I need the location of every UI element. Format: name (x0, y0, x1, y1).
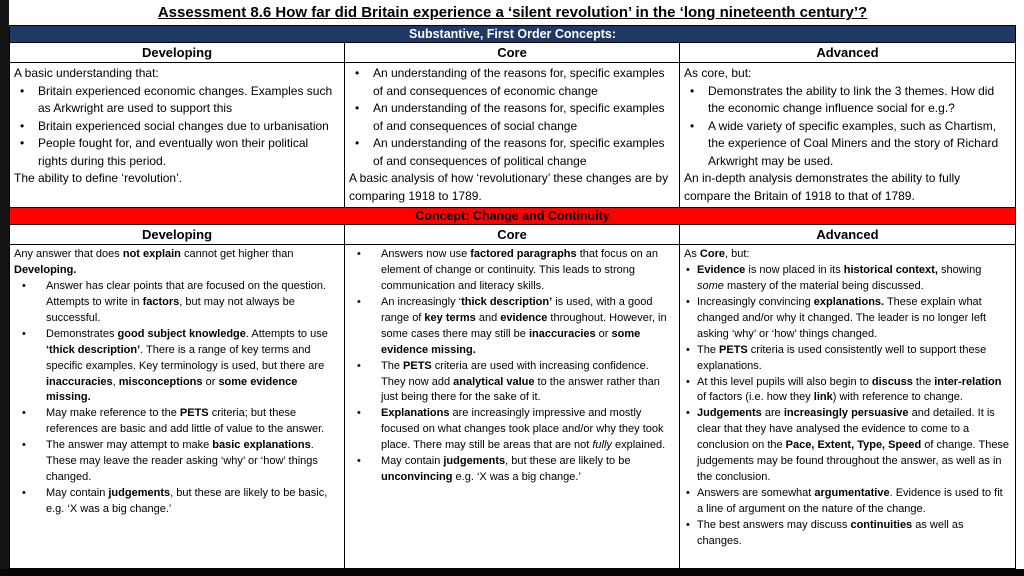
bullet-item (14, 406, 339, 438)
bullet-item (349, 100, 674, 135)
bullet-icon: • (20, 136, 25, 151)
bullet-text: A wide variety of specific examples, such as Chartism, the experience of Coal Miners and the story of Richard Arkwright may be used. (708, 118, 999, 168)
column-header-concept-core: Core (345, 225, 680, 244)
paragraph: An in-depth analysis demonstrates the ability to fully compare the Britain of 1918 to that of 1789. (684, 171, 961, 203)
bullet-text: The PETS criteria is used consistently well to support these explanations. (697, 343, 987, 372)
bullet-item (14, 83, 339, 118)
bullet-icon: • (355, 136, 360, 151)
bullet-icon: • (357, 407, 361, 420)
bullet-item (14, 279, 339, 327)
column-header-concept-developing: Developing (10, 225, 345, 244)
bullet-text: People fought for, and eventually won their political rights during this period. (38, 136, 309, 168)
bullet-icon: • (20, 118, 25, 133)
bullet-icon: • (357, 248, 361, 260)
column-header-substantive-developing: Developing (10, 43, 345, 62)
bullet-icon: • (355, 66, 360, 80)
bullet-text: Explanations are increasingly impressive and mostly focused on what changes took place and/or why they took place. There may still be areas that are not fully explained. (381, 407, 666, 452)
bullet-item (14, 135, 339, 170)
slide-edge-left (0, 0, 9, 576)
bullet-text: May contain judgements, but these are likely to be basic, e.g. ‘X was a big change.’ (46, 487, 328, 515)
bullet-icon: • (686, 343, 690, 356)
bullet-text: An understanding of the reasons for, specific examples of and consequences of social change (373, 101, 665, 133)
bullet-text: The PETS criteria are used with increasing confidence. They now add analytical value to the answer rather than just being there for the sake of it. (381, 359, 660, 404)
paragraph: The ability to define ‘revolution’. (14, 171, 183, 186)
rubric-cell-substantive-developing (10, 63, 345, 207)
bullet-icon: • (355, 101, 360, 116)
paragraph: As Core, but: (684, 248, 750, 260)
bullet-item (684, 83, 1010, 118)
bullet-item (684, 518, 1010, 550)
slide-edge-bottom (0, 569, 1024, 576)
bullet-item (349, 454, 674, 486)
bullet-text: At this level pupils will also begin to discuss the inter-relation of factors (i.e. how they link) with reference to change. (697, 375, 1002, 404)
bullet-item (684, 263, 1010, 295)
bullet-text: The answer may attempt to make basic explanations. These may leave the reader asking ‘why’ or ‘how’ things changed. (46, 439, 318, 484)
bullet-item (684, 118, 1010, 171)
column-header-row-concept (10, 225, 1015, 245)
bullet-text: Answers now use factored paragraphs that focus on an element of change or continuity. This leads to strong communication and literacy skills. (381, 248, 658, 292)
bullet-item (14, 118, 339, 136)
bullet-icon: • (686, 518, 690, 531)
bullet-text: Increasingly convincing explanations. These explain what changed and/or why it changed. The leader is no longer left asking ‘why’ or ‘how’ things changed. (697, 295, 987, 340)
bullet-icon: • (686, 295, 690, 308)
bullet-item (349, 135, 674, 170)
bullet-item (349, 359, 674, 407)
bullet-text: Judgements are increasingly persuasive and detailed. It is clear that they have analysed the evidence to come to a conclusion on the Pace, Extent, Type, Speed of change. These judgements may be found throughout the answer, as well as in the conclusion. (697, 407, 1010, 484)
section-banner-concept: Concept: Change and Continuity (10, 208, 1015, 225)
rubric-body-row-concept (10, 245, 1015, 569)
bullet-item (684, 406, 1010, 486)
bullet-icon: • (22, 407, 26, 420)
paragraph: Any answer that does not explain cannot get higher than Developing. (14, 248, 294, 276)
bullet-text: Demonstrates good subject knowledge. Attempts to use ‘thick description’. There is a range of key terms and specific examples. Key terminology is used, but there are inaccuracies, misconceptions or some evidence missing. (46, 327, 328, 404)
bullet-text: May make reference to the PETS criteria; but these references are basic and add little of value to the answer. (46, 407, 325, 436)
bullet-text: An understanding of the reasons for, specific examples of and consequences of political change (373, 136, 665, 168)
column-header-substantive-advanced: Advanced (816, 45, 879, 60)
page-title: Assessment 8.6 How far did Britain experience a ‘silent revolution’ in the ‘long nineteenth century’? (157, 4, 868, 21)
bullet-icon: • (22, 487, 26, 500)
bullet-icon: • (686, 487, 690, 500)
column-header-concept-advanced: Advanced (816, 227, 879, 242)
bullet-icon: • (357, 295, 361, 308)
bullet-item (14, 327, 339, 407)
rubric-cell-concept-core (345, 245, 680, 568)
bullet-text: Answer has clear points that are focused on the question. Attempts to write in factors, but may not always be successful. (46, 279, 327, 324)
rubric-cell-substantive-core (345, 63, 680, 207)
bullet-item (14, 486, 339, 518)
paragraph: A basic analysis of how ‘revolutionary’ these changes are by comparing 1918 to 1789. (349, 171, 669, 203)
bullet-icon: • (686, 263, 690, 276)
bullet-icon: • (690, 118, 695, 133)
bullet-icon: • (357, 359, 361, 372)
bullet-item (349, 65, 674, 100)
bullet-text: An understanding of the reasons for, specific examples of and consequences of economic change (373, 66, 665, 98)
rubric-body-row-substantive (10, 63, 1015, 208)
bullet-text: May contain judgements, but these are likely to be unconvincing e.g. ‘X was a big change.’ (381, 455, 631, 484)
rubric-cell-concept-developing (10, 245, 345, 568)
bullet-icon: • (20, 83, 25, 98)
bullet-text: Britain experienced social changes due to urbanisation (38, 118, 329, 133)
rubric-cell-substantive-advanced (680, 63, 1015, 207)
bullet-item (684, 295, 1010, 343)
bullet-icon: • (22, 439, 26, 452)
bullet-icon: • (686, 375, 690, 388)
bullet-text: Answers are somewhat argumentative. Evidence is used to fit a line of argument on the nature of the change. (697, 487, 1003, 515)
bullet-icon: • (22, 327, 26, 340)
rubric-cell-concept-advanced (680, 245, 1015, 568)
bullet-item (349, 406, 674, 454)
bullet-text: The best answers may discuss continuities as well as changes. (697, 518, 964, 547)
bullet-item (684, 486, 1010, 518)
bullet-icon: • (690, 83, 695, 98)
bullet-icon: • (357, 455, 361, 468)
bullet-item (684, 375, 1010, 407)
bullet-icon: • (686, 407, 690, 420)
bullet-item (684, 343, 1010, 375)
bullet-item (349, 247, 674, 295)
bullet-text: Britain experienced economic changes. Examples such as Arkwright are used to support this (38, 83, 333, 116)
column-header-row-substantive (10, 43, 1015, 63)
bullet-item (14, 438, 339, 486)
bullet-item (349, 295, 674, 359)
paragraph: A basic understanding that: (14, 66, 159, 80)
section-banner-substantive: Substantive, First Order Concepts: (10, 26, 1015, 43)
bullet-icon: • (22, 279, 26, 292)
bullet-text: Demonstrates the ability to link the 3 themes. How did the economic change influence social for e.g.? (708, 83, 995, 116)
bullet-text: An increasingly ‘thick description’ is used, with a good range of key terms and evidence throughout. However, in some cases there may still be inaccuracies or some evidence missing. (381, 295, 667, 356)
paragraph: As core, but: (684, 66, 752, 80)
slide-content (9, 0, 1016, 569)
rubric-table (9, 25, 1016, 569)
column-header-substantive-core: Core (345, 43, 680, 62)
bullet-text: Evidence is now placed in its historical context, showing some mastery of the material being discussed. (697, 263, 982, 292)
